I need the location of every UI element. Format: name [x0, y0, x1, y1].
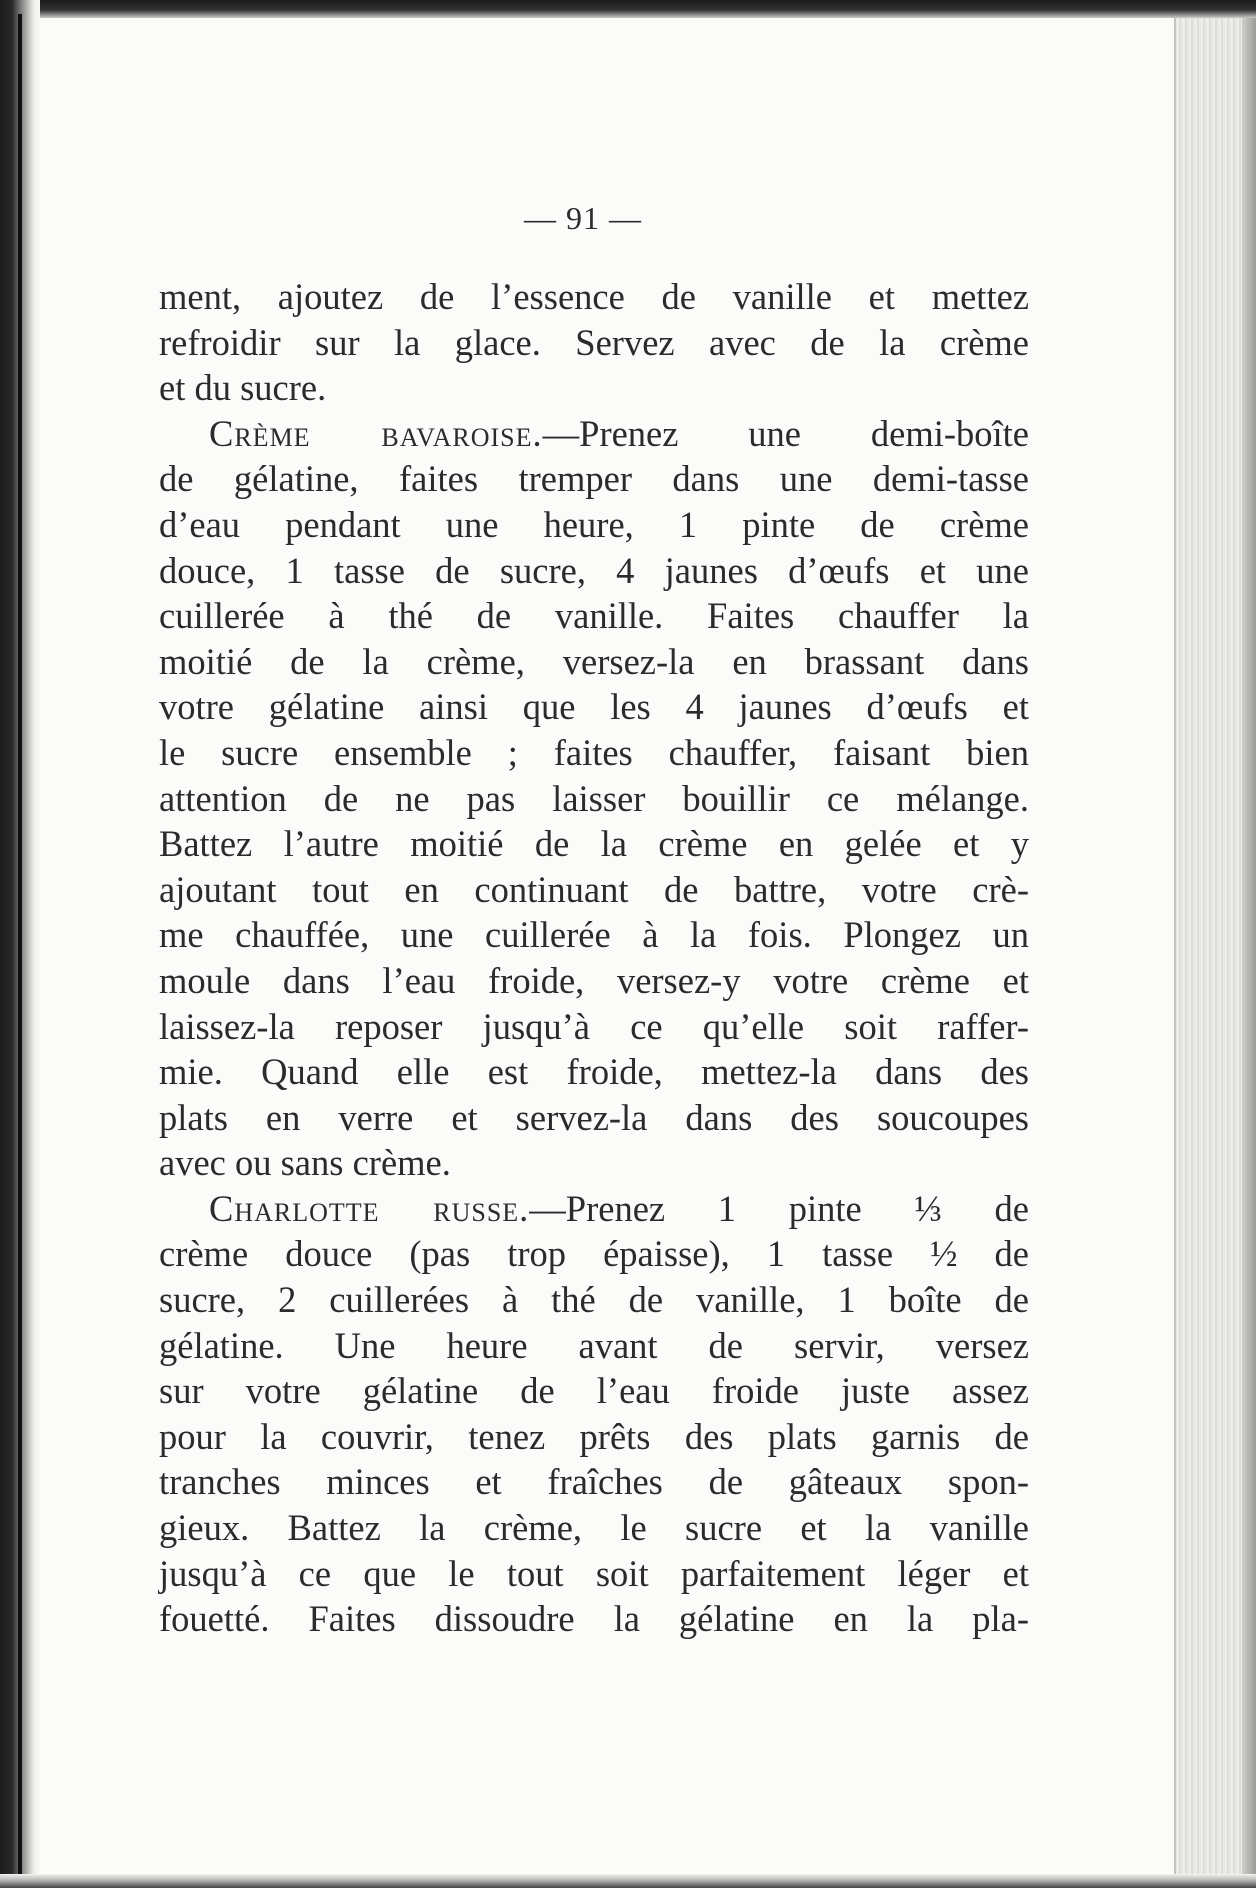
- text-line: votre gélatine ainsi que les 4 jaunes d’œufs et: [159, 686, 1029, 728]
- text-line: ajoutant tout en continuant de battre, votre crè-: [159, 868, 1029, 910]
- text-line: refroidir sur la glace. Servez avec de la crème: [159, 321, 1029, 363]
- text-line: ment, ajoutez de l’essence de vanille et mettez: [159, 276, 1029, 317]
- text-line: crème douce (pas trop épaisse), 1 tasse ½ de: [159, 1233, 1029, 1275]
- text-line: douce, 1 tasse de sucre, 4 jaunes d’œufs et une: [159, 549, 1029, 591]
- text-line: cuillerée à thé de vanille. Faites chauffer la: [159, 595, 1029, 637]
- text-line: avec ou sans crème.: [159, 1142, 451, 1184]
- recipe-title-creme-bavaroise: Crème bavaroise.: [209, 412, 543, 454]
- top-page-edge: [0, 0, 1256, 18]
- text-line: le sucre ensemble ; faites chauffer, faisant bien: [159, 731, 1029, 773]
- text-line: tranches minces et fraîches de gâteaux spon-: [159, 1461, 1029, 1503]
- text-line: Battez l’autre moitié de la crème en gelée et y: [159, 823, 1029, 865]
- binding-line: [18, 14, 22, 1888]
- bottom-page-edge: [0, 1874, 1256, 1888]
- recipe-intro-text: —Prenez une demi-boîte: [542, 412, 1029, 454]
- text-line: moule dans l’eau froide, versez-y votre crème et: [159, 959, 1029, 1001]
- recipe-heading-line: [159, 1186, 1029, 1232]
- text-line: sucre, 2 cuillerées à thé de vanille, 1 boîte de: [159, 1279, 1029, 1321]
- recipe-intro-text: —Prenez 1 pinte ⅓ de: [529, 1187, 1029, 1229]
- text-line: mie. Quand elle est froide, mettez-la dans des: [159, 1051, 1029, 1093]
- text-line: moitié de la crème, versez-la en brassant dans: [159, 640, 1029, 682]
- text-line: attention de ne pas laisser bouillir ce mélange.: [159, 777, 1029, 819]
- text-line: gieux. Battez la crème, le sucre et la vanille: [159, 1507, 1029, 1549]
- text-line: jusqu’à ce que le tout soit parfaitement léger et: [159, 1552, 1029, 1594]
- recipe-heading-line: [159, 411, 1029, 457]
- text-line: laissez-la reposer jusqu’à ce qu’elle soit raffer-: [159, 1005, 1029, 1047]
- page-number: — 91 —: [524, 200, 642, 236]
- text-line: fouetté. Faites dissoudre la gélatine en la pla-: [159, 1598, 1029, 1640]
- text-line: pour la couvrir, tenez prêts des plats garnis de: [159, 1415, 1029, 1457]
- text-line: me chauffée, une cuillerée à la fois. Plongez un: [159, 914, 1029, 956]
- recipe-title-charlotte-russe: Charlotte russe.: [209, 1187, 530, 1229]
- body-text: [159, 274, 1029, 1642]
- text-line: de gélatine, faites tremper dans une demi-tasse: [159, 458, 1029, 500]
- right-page-shadow: [1242, 18, 1256, 1874]
- text-line: plats en verre et servez-la dans des soucoupes: [159, 1096, 1029, 1138]
- text-line: gélatine. Une heure avant de servir, versez: [159, 1324, 1029, 1366]
- text-line: sur votre gélatine de l’eau froide juste assez: [159, 1370, 1029, 1412]
- text-line: d’eau pendant une heure, 1 pinte de crème: [159, 503, 1029, 545]
- text-line: et du sucre.: [159, 367, 327, 409]
